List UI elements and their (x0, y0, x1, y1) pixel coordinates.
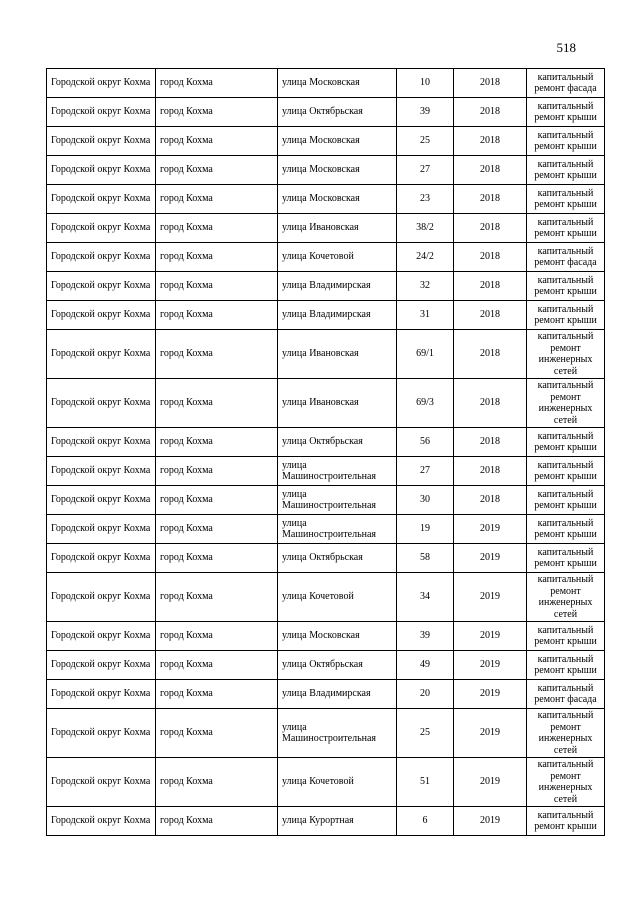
district-cell: Городской округ Кохма (47, 379, 156, 428)
district-cell: Городской округ Кохма (47, 807, 156, 836)
work-type-cell: капитальный ремонт крыши (527, 156, 605, 185)
street-cell: улица Курортная (278, 807, 397, 836)
year-cell: 2018 (454, 156, 527, 185)
district-cell: Городской округ Кохма (47, 185, 156, 214)
house-number-cell: 25 (397, 709, 454, 758)
city-cell: город Кохма (156, 457, 278, 486)
street-cell: улица Ивановская (278, 379, 397, 428)
table-body (47, 69, 605, 836)
work-type-cell: капитальный ремонт инженерных сетей (527, 573, 605, 622)
city-cell: город Кохма (156, 98, 278, 127)
table-row (47, 379, 605, 428)
table-row (47, 758, 605, 807)
city-cell: город Кохма (156, 330, 278, 379)
city-cell: город Кохма (156, 243, 278, 272)
year-cell: 2019 (454, 807, 527, 836)
city-cell: город Кохма (156, 515, 278, 544)
year-cell: 2018 (454, 185, 527, 214)
house-number-cell: 31 (397, 301, 454, 330)
work-type-cell: капитальный ремонт крыши (527, 457, 605, 486)
house-number-cell: 20 (397, 680, 454, 709)
work-type-cell: капитальный ремонт крыши (527, 127, 605, 156)
house-number-cell: 25 (397, 127, 454, 156)
table-row (47, 98, 605, 127)
street-cell: улица Кочетовой (278, 758, 397, 807)
city-cell: город Кохма (156, 272, 278, 301)
house-number-cell: 69/3 (397, 379, 454, 428)
district-cell: Городской округ Кохма (47, 622, 156, 651)
work-type-cell: капитальный ремонт крыши (527, 515, 605, 544)
work-type-cell: капитальный ремонт крыши (527, 185, 605, 214)
table-row (47, 622, 605, 651)
table-row (47, 544, 605, 573)
street-cell: улица Машиностроительная (278, 709, 397, 758)
work-type-cell: капитальный ремонт крыши (527, 98, 605, 127)
district-cell: Городской округ Кохма (47, 709, 156, 758)
year-cell: 2019 (454, 573, 527, 622)
district-cell: Городской округ Кохма (47, 69, 156, 98)
street-cell: улица Кочетовой (278, 243, 397, 272)
year-cell: 2019 (454, 622, 527, 651)
table-row (47, 156, 605, 185)
district-cell: Городской округ Кохма (47, 515, 156, 544)
city-cell: город Кохма (156, 758, 278, 807)
year-cell: 2018 (454, 243, 527, 272)
house-number-cell: 6 (397, 807, 454, 836)
work-type-cell: капитальный ремонт крыши (527, 428, 605, 457)
work-type-cell: капитальный ремонт инженерных сетей (527, 330, 605, 379)
city-cell: город Кохма (156, 486, 278, 515)
district-cell: Городской округ Кохма (47, 214, 156, 243)
table-row (47, 428, 605, 457)
street-cell: улица Ивановская (278, 330, 397, 379)
street-cell: улица Машиностроительная (278, 486, 397, 515)
city-cell: город Кохма (156, 127, 278, 156)
district-cell: Городской округ Кохма (47, 457, 156, 486)
year-cell: 2018 (454, 272, 527, 301)
city-cell: город Кохма (156, 807, 278, 836)
house-number-cell: 39 (397, 622, 454, 651)
district-cell: Городской округ Кохма (47, 573, 156, 622)
year-cell: 2018 (454, 379, 527, 428)
district-cell: Городской округ Кохма (47, 243, 156, 272)
table-row (47, 301, 605, 330)
house-number-cell: 51 (397, 758, 454, 807)
house-number-cell: 32 (397, 272, 454, 301)
table-row (47, 807, 605, 836)
city-cell: город Кохма (156, 301, 278, 330)
work-type-cell: капитальный ремонт фасада (527, 243, 605, 272)
street-cell: улица Владимирская (278, 680, 397, 709)
year-cell: 2018 (454, 428, 527, 457)
work-type-cell: капитальный ремонт крыши (527, 651, 605, 680)
table-row (47, 651, 605, 680)
district-cell: Городской округ Кохма (47, 544, 156, 573)
street-cell: улица Московская (278, 185, 397, 214)
year-cell: 2019 (454, 651, 527, 680)
work-type-cell: капитальный ремонт крыши (527, 301, 605, 330)
year-cell: 2018 (454, 98, 527, 127)
house-number-cell: 58 (397, 544, 454, 573)
year-cell: 2018 (454, 330, 527, 379)
year-cell: 2018 (454, 214, 527, 243)
house-number-cell: 24/2 (397, 243, 454, 272)
house-number-cell: 69/1 (397, 330, 454, 379)
district-cell: Городской округ Кохма (47, 127, 156, 156)
house-number-cell: 56 (397, 428, 454, 457)
city-cell: город Кохма (156, 428, 278, 457)
street-cell: улица Московская (278, 127, 397, 156)
street-cell: улица Владимирская (278, 301, 397, 330)
year-cell: 2018 (454, 301, 527, 330)
table-row (47, 457, 605, 486)
page-number: 518 (556, 40, 576, 55)
house-number-cell: 27 (397, 457, 454, 486)
house-number-cell: 27 (397, 156, 454, 185)
table-row (47, 515, 605, 544)
table-row (47, 127, 605, 156)
work-type-cell: капитальный ремонт крыши (527, 272, 605, 301)
year-cell: 2019 (454, 680, 527, 709)
year-cell: 2018 (454, 69, 527, 98)
district-cell: Городской округ Кохма (47, 301, 156, 330)
work-type-cell: капитальный ремонт фасада (527, 680, 605, 709)
city-cell: город Кохма (156, 709, 278, 758)
year-cell: 2018 (454, 127, 527, 156)
street-cell: улица Октябрьская (278, 98, 397, 127)
city-cell: город Кохма (156, 214, 278, 243)
year-cell: 2019 (454, 515, 527, 544)
street-cell: улица Московская (278, 622, 397, 651)
work-type-cell: капитальный ремонт крыши (527, 544, 605, 573)
work-type-cell: капитальный ремонт крыши (527, 807, 605, 836)
city-cell: город Кохма (156, 651, 278, 680)
street-cell: улица Московская (278, 69, 397, 98)
table-row (47, 486, 605, 515)
city-cell: город Кохма (156, 379, 278, 428)
work-type-cell: капитальный ремонт инженерных сетей (527, 709, 605, 758)
city-cell: город Кохма (156, 69, 278, 98)
house-number-cell: 38/2 (397, 214, 454, 243)
street-cell: улица Октябрьская (278, 651, 397, 680)
street-cell: улица Машиностроительная (278, 457, 397, 486)
district-cell: Городской округ Кохма (47, 428, 156, 457)
district-cell: Городской округ Кохма (47, 98, 156, 127)
work-type-cell: капитальный ремонт инженерных сетей (527, 379, 605, 428)
table-row (47, 214, 605, 243)
house-number-cell: 19 (397, 515, 454, 544)
table-row (47, 709, 605, 758)
city-cell: город Кохма (156, 156, 278, 185)
city-cell: город Кохма (156, 622, 278, 651)
house-number-cell: 23 (397, 185, 454, 214)
work-type-cell: капитальный ремонт крыши (527, 214, 605, 243)
house-number-cell: 30 (397, 486, 454, 515)
work-type-cell: капитальный ремонт крыши (527, 622, 605, 651)
year-cell: 2018 (454, 486, 527, 515)
table-row (47, 330, 605, 379)
city-cell: город Кохма (156, 185, 278, 214)
house-number-cell: 39 (397, 98, 454, 127)
district-cell: Городской округ Кохма (47, 651, 156, 680)
year-cell: 2019 (454, 758, 527, 807)
city-cell: город Кохма (156, 544, 278, 573)
work-type-cell: капитальный ремонт инженерных сетей (527, 758, 605, 807)
house-number-cell: 10 (397, 69, 454, 98)
city-cell: город Кохма (156, 680, 278, 709)
year-cell: 2019 (454, 544, 527, 573)
table-row (47, 69, 605, 98)
district-cell: Городской округ Кохма (47, 272, 156, 301)
street-cell: улица Ивановская (278, 214, 397, 243)
house-number-cell: 49 (397, 651, 454, 680)
table-row (47, 243, 605, 272)
street-cell: улица Кочетовой (278, 573, 397, 622)
year-cell: 2018 (454, 457, 527, 486)
street-cell: улица Октябрьская (278, 544, 397, 573)
table-row (47, 573, 605, 622)
district-cell: Городской округ Кохма (47, 758, 156, 807)
city-cell: город Кохма (156, 573, 278, 622)
district-cell: Городской округ Кохма (47, 156, 156, 185)
work-type-cell: капитальный ремонт крыши (527, 486, 605, 515)
street-cell: улица Октябрьская (278, 428, 397, 457)
district-cell: Городской округ Кохма (47, 486, 156, 515)
work-type-cell: капитальный ремонт фасада (527, 69, 605, 98)
street-cell: улица Машиностроительная (278, 515, 397, 544)
street-cell: улица Владимирская (278, 272, 397, 301)
repair-schedule-table (46, 68, 605, 836)
district-cell: Городской округ Кохма (47, 330, 156, 379)
street-cell: улица Московская (278, 156, 397, 185)
table-row (47, 680, 605, 709)
table-row (47, 185, 605, 214)
district-cell: Городской округ Кохма (47, 680, 156, 709)
house-number-cell: 34 (397, 573, 454, 622)
table-row (47, 272, 605, 301)
year-cell: 2019 (454, 709, 527, 758)
